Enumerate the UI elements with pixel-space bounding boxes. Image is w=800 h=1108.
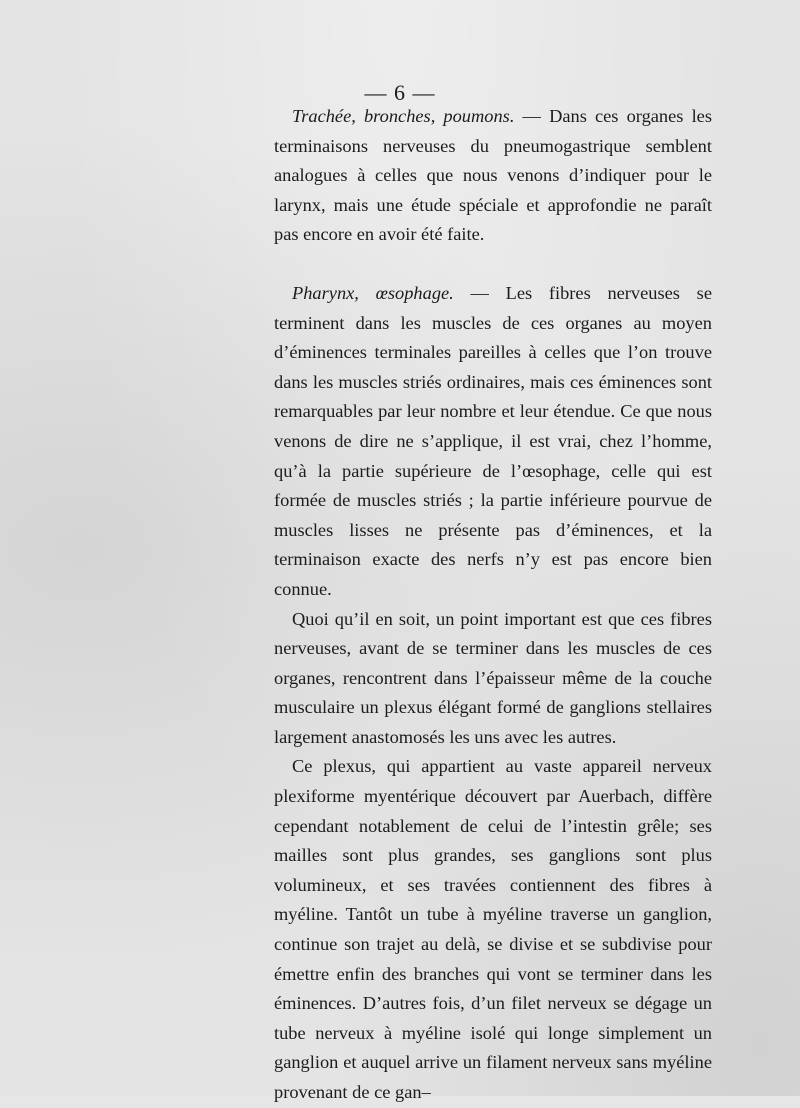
- paragraph-quoi: Quoi qu’il en soit, un point important est que ces fibres nerveuses, avant de se terminer dans les muscles de ces organes, rencontrent dans l’épaisseur même de la couche musculaire un plexus élégant formé de ganglions stellaires largement anastomosés les uns avec les autres.: [274, 608, 712, 747]
- section-heading-trachee: Trachée, bronches, poumons.: [292, 106, 515, 126]
- page-number: — 6 —: [364, 80, 436, 105]
- body-text: [274, 102, 712, 1108]
- paragraph-pharynx-text: — Les fibres nerveuses se terminent dans les muscles de ces organes au moyen d’éminences terminales pareilles à celles que l’on trouve dans les muscles striés ordinaires, mais ces éminences sont remarquables par leur nombre et leur étendue. Ce que nous venons de dire ne s’applique, il est vrai, chez l’homme, qu’à la partie supérieure de l’œsophage, celle qui est formée de muscles striés ; la partie inférieure pourvue de muscles lisses ne présente pas d’éminences, et la terminaison exacte des nerfs n’y est pas encore bien connue.: [274, 282, 712, 599]
- paragraph-spacer: [274, 250, 712, 279]
- paragraph-trachee: [274, 102, 712, 250]
- paragraph-trachee-text: — Dans ces organes les terminaisons nerveuses du pneumogastrique semblent analogues à celles que nous venons d’indiquer pour le larynx, mais une étude spéciale et approfondie ne paraît pas encore en avoir été faite.: [274, 106, 712, 245]
- section-heading-pharynx: Pharynx, œsophage.: [292, 282, 454, 303]
- paragraph-plexus: Ce plexus, qui appartient au vaste appareil nerveux plexiforme myentérique découvert par Auerbach, diffère cependant notablement de celui de l’intestin grêle; ses mailles sont plus grandes, ses ganglions sont plus volumineux, et ses travées contiennent des fibres à myéline. Tantôt un tube à myéline traverse un ganglion, continue son trajet au delà, se divise et se subdivise pour émettre enfin des branches qui vont se terminer dans les éminences. D’autres fois, d’un filet nerveux se dégage un tube nerveux à myéline isolé qui longe simplement un ganglion et auquel arrive un filament nerveux sans myéline provenant de ce gan–: [274, 756, 712, 1102]
- paragraph-pharynx: [274, 279, 712, 605]
